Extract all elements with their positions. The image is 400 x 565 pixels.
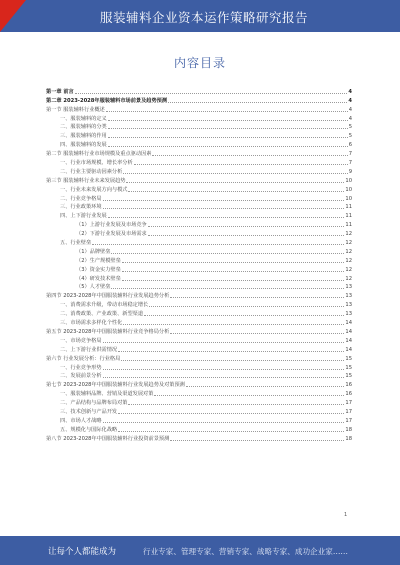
- toc-entry-page: 13: [345, 311, 352, 318]
- toc-entry-page: 14: [345, 346, 352, 353]
- toc-entry-text: 二、产品结构与品牌布局对策: [60, 400, 128, 407]
- toc-leader-dots: [168, 102, 347, 103]
- toc-entry-text: 第一章 前言: [46, 88, 74, 95]
- toc-entry-page: 5: [348, 133, 352, 140]
- toc-entry[interactable]: [46, 379, 352, 388]
- toc-entry-text: 第八节 2023-2028年中国服装辅料行业投资前景预测: [46, 435, 170, 442]
- toc-leader-dots: [186, 386, 345, 387]
- toc-leader-dots: [170, 333, 344, 334]
- toc-entry-text: 三、行业政策环境: [60, 204, 102, 211]
- toc-leader-dots: [111, 253, 344, 254]
- toc-entry-page: 11: [345, 213, 352, 220]
- toc-entry-page: 10: [345, 195, 352, 202]
- toc-leader-dots: [121, 360, 344, 361]
- toc-entry-text: 一、行业未来发展方向与模式: [60, 186, 128, 193]
- toc-entry-text: 二、发展前景分析: [60, 373, 102, 380]
- toc-entry-page: 17: [345, 408, 352, 415]
- toc-entry-text: 二、消费政策、产业政策、新型渠道: [60, 311, 144, 318]
- toc-entry-text: 一、行业竞争形势: [60, 364, 102, 371]
- toc-entry[interactable]: [46, 130, 352, 139]
- toc-entry[interactable]: [46, 255, 352, 264]
- toc-entry[interactable]: [46, 299, 352, 308]
- toc-leader-dots: [118, 351, 344, 352]
- toc-entry[interactable]: [46, 290, 352, 299]
- toc-entry-page: 16: [345, 382, 352, 389]
- toc-leader-dots: [108, 137, 348, 138]
- toc-entry[interactable]: [46, 175, 352, 184]
- toc-entry[interactable]: [46, 273, 352, 282]
- toc-entry[interactable]: [46, 184, 352, 193]
- toc-entry-page: 12: [345, 257, 352, 264]
- toc-entry-text: 五、规模化与国际化战略: [60, 426, 118, 433]
- toc-leader-dots: [122, 271, 345, 272]
- toc-leader-dots: [170, 297, 344, 298]
- toc-entry-page: 14: [345, 320, 352, 327]
- toc-leader-dots: [148, 235, 345, 236]
- toc-entry-page: 4: [348, 88, 352, 95]
- toc-entry-text: 一、行业市场规模、增长率分析: [60, 160, 133, 167]
- toc-entry-text: 第五节 2023-2028年中国服装辅料行业竞争格局分析: [46, 328, 170, 335]
- toc-entry[interactable]: [46, 335, 352, 344]
- toc-entry-text: （2）生产规模壁垒: [76, 257, 121, 264]
- toc-leader-dots: [149, 306, 344, 307]
- toc-entry[interactable]: [46, 415, 352, 424]
- toc-entry-text: 第二章 2023-2028年服装辅料市场前景及趋势预测: [46, 97, 168, 104]
- toc-leader-dots: [103, 369, 345, 370]
- toc-entry-page: 12: [345, 266, 352, 273]
- toc-entry[interactable]: [46, 95, 352, 104]
- toc-entry[interactable]: [46, 362, 352, 371]
- toc-entry-text: （2）下游行业发展及市场需求: [76, 231, 147, 238]
- report-title: 服装辅料企业资本运作策略研究报告: [100, 10, 309, 25]
- toc-entry-text: 一、服装辅料的定义: [60, 115, 107, 122]
- footer-bar: [0, 536, 400, 565]
- toc-entry-page: 7: [348, 151, 352, 158]
- toc-entry-page: 13: [345, 284, 352, 291]
- toc-leader-dots: [123, 324, 344, 325]
- toc-entry-text: 第三节 服装辅料行业未来发展趋势: [46, 177, 126, 184]
- toc-entry[interactable]: [46, 344, 352, 353]
- toc-leader-dots: [103, 208, 345, 209]
- toc-entry-text: 三、服装辅料的作用: [60, 133, 107, 140]
- toc-entry-text: （5）人才壁垒: [76, 284, 111, 291]
- toc-entry-text: 第七节 2023-2028年中国服装辅料行业发展趋势及对策预测: [46, 382, 185, 389]
- toc-leader-dots: [122, 280, 345, 281]
- toc-leader-dots: [128, 191, 344, 192]
- toc-leader-dots: [170, 440, 344, 441]
- toc-entry-page: 15: [345, 364, 352, 371]
- toc-entry-page: 14: [345, 328, 352, 335]
- toc-leader-dots: [103, 200, 345, 201]
- toc-entry-text: 一、服装辅料品牌、营销及渠道发展对策: [60, 391, 154, 398]
- toc-entry[interactable]: [46, 264, 352, 273]
- toc-entry-page: 18: [345, 435, 352, 442]
- toc-entry[interactable]: [46, 237, 352, 246]
- toc-entry-page: 7: [348, 160, 352, 167]
- toc-leader-dots: [103, 342, 345, 343]
- toc-leader-dots: [134, 164, 348, 165]
- toc-entry-page: 5: [348, 124, 352, 131]
- toc-entry-page: 15: [345, 355, 352, 362]
- toc-entry-text: 一、消费需求升级，带动市场稳定增长: [60, 302, 149, 309]
- table-of-contents: [46, 86, 352, 442]
- toc-leader-dots: [92, 244, 344, 245]
- toc-entry-page: 17: [345, 400, 352, 407]
- footer-tagline: 行业专家、管理专家、营销专家、战略专家、成功企业家……: [143, 547, 349, 556]
- toc-entry[interactable]: [46, 210, 352, 219]
- toc-entry-page: 11: [345, 222, 352, 229]
- toc-entry[interactable]: [46, 317, 352, 326]
- toc-entry-text: 二、行业竞争格局: [60, 195, 102, 202]
- toc-entry[interactable]: [46, 113, 352, 122]
- toc-entry[interactable]: [46, 326, 352, 335]
- toc-leader-dots: [128, 404, 344, 405]
- toc-entry-text: 一、市场竞争格局: [60, 337, 102, 344]
- toc-entry-page: 13: [345, 293, 352, 300]
- toc-leader-dots: [106, 111, 348, 112]
- toc-entry-text: 第一节 服装辅料行业概述: [46, 106, 105, 113]
- toc-entry-text: 第六节 行业发展分析：行业格局: [46, 355, 121, 362]
- toc-entry-text: （1）品牌壁垒: [76, 248, 111, 255]
- toc-entry-page: 12: [345, 240, 352, 247]
- toc-leader-dots: [108, 120, 348, 121]
- toc-leader-dots: [108, 128, 348, 129]
- toc-entry-page: 6: [348, 142, 352, 149]
- toc-entry[interactable]: [46, 433, 352, 442]
- toc-entry-text: 二、行业主要驱动因素分析: [60, 168, 123, 175]
- toc-leader-dots: [152, 155, 347, 156]
- toc-leader-dots: [108, 146, 348, 147]
- page-number: 1: [344, 512, 348, 518]
- toc-entry-text: （1）上游行业发展及市场竞争: [76, 222, 147, 229]
- toc-entry[interactable]: [46, 193, 352, 202]
- toc-entry-page: 18: [345, 426, 352, 433]
- toc-entry-text: 第四节 2023-2028年中国服装辅料行业发展趋势分析: [46, 293, 170, 300]
- toc-entry-text: 五、行业壁垒: [60, 240, 92, 247]
- toc-entry-page: 11: [345, 204, 352, 211]
- toc-entry-text: 四、服装辅料的发展: [60, 142, 107, 149]
- toc-entry-page: 9: [348, 168, 352, 175]
- toc-leader-dots: [122, 262, 345, 263]
- toc-leader-dots: [148, 226, 345, 227]
- toc-leader-dots: [111, 288, 344, 289]
- toc-entry-page: 4: [348, 97, 352, 104]
- toc-entry-page: 10: [345, 177, 352, 184]
- toc-entry-text: （4）研发技术壁垒: [76, 275, 121, 282]
- toc-entry-page: 17: [345, 417, 352, 424]
- toc-entry-text: 二、服装辅料的分类: [60, 124, 107, 131]
- header-red-accent: [0, 0, 26, 32]
- toc-entry-page: 12: [345, 248, 352, 255]
- toc-entry-text: 二、上下游行业供需情况: [60, 346, 118, 353]
- footer-slogan: 让每个人都能成为: [48, 547, 117, 557]
- toc-entry-page: 14: [345, 337, 352, 344]
- toc-entry[interactable]: [46, 308, 352, 317]
- toc-entry[interactable]: [46, 104, 352, 113]
- toc-entry-page: 12: [345, 231, 352, 238]
- toc-entry[interactable]: [46, 166, 352, 175]
- toc-entry[interactable]: [46, 353, 352, 362]
- toc-entry-page: 15: [345, 373, 352, 380]
- toc-entry-text: 三、技术创新与产品开发: [60, 408, 118, 415]
- toc-leader-dots: [118, 431, 344, 432]
- toc-entry[interactable]: [46, 424, 352, 433]
- toc-heading: 内容目录: [173, 56, 226, 70]
- toc-entry[interactable]: [46, 86, 352, 95]
- toc-entry[interactable]: [46, 202, 352, 211]
- toc-leader-dots: [144, 315, 344, 316]
- toc-leader-dots: [75, 93, 348, 94]
- toc-entry[interactable]: [46, 148, 352, 157]
- toc-entry[interactable]: [46, 228, 352, 237]
- report-header-bar: [0, 0, 400, 32]
- toc-entry[interactable]: [46, 388, 352, 397]
- toc-leader-dots: [118, 413, 344, 414]
- toc-entry-page: 16: [345, 391, 352, 398]
- toc-entry[interactable]: [46, 219, 352, 228]
- toc-entry-text: （3）资金实力壁垒: [76, 266, 121, 273]
- toc-entry-text: 四、市场人才战略: [60, 417, 102, 424]
- toc-entry[interactable]: [46, 139, 352, 148]
- toc-entry-page: 12: [345, 275, 352, 282]
- toc-entry[interactable]: [46, 282, 352, 291]
- toc-entry[interactable]: [46, 122, 352, 131]
- toc-entry[interactable]: [46, 397, 352, 406]
- toc-entry-page: 4: [348, 106, 352, 113]
- toc-entry-page: 4: [348, 115, 352, 122]
- toc-leader-dots: [108, 217, 345, 218]
- toc-entry-page: 13: [345, 302, 352, 309]
- toc-entry-text: 三、市场需求多样化个性化: [60, 320, 123, 327]
- toc-leader-dots: [126, 182, 344, 183]
- toc-leader-dots: [123, 173, 347, 174]
- toc-leader-dots: [103, 422, 345, 423]
- toc-leader-dots: [103, 377, 345, 378]
- toc-entry-text: 四、上下游行业发展: [60, 213, 107, 220]
- toc-entry[interactable]: [46, 157, 352, 166]
- toc-entry[interactable]: [46, 246, 352, 255]
- toc-entry-text: 第二节 服装辅料行业市场规模及重点驱动因素: [46, 151, 152, 158]
- toc-entry[interactable]: [46, 371, 352, 380]
- toc-leader-dots: [154, 395, 344, 396]
- toc-entry[interactable]: [46, 406, 352, 415]
- toc-entry-page: 10: [345, 186, 352, 193]
